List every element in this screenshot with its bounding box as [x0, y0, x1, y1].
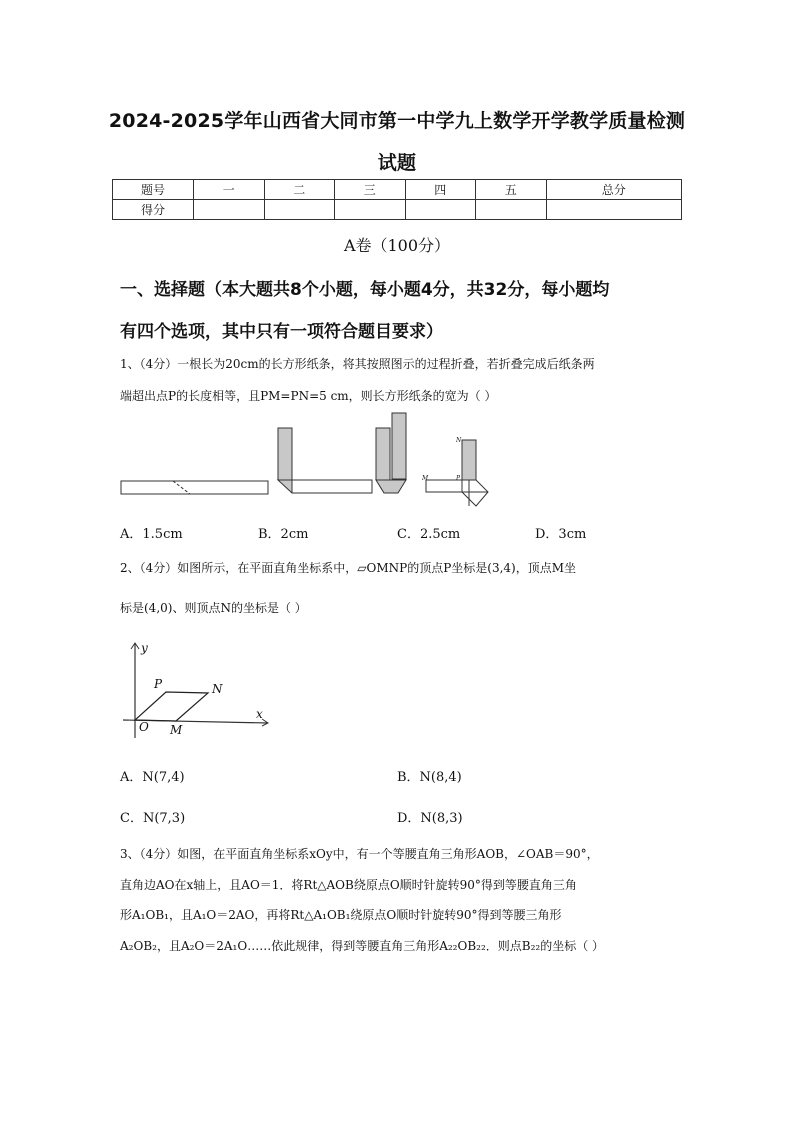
q3-text-line1: 3、（4分）如图，在平面直角坐标系xOy中，有一个等腰直角三角形AOB，∠OAB＝90°， — [120, 847, 599, 861]
q3-text-line2: 直角边AO在x轴上，且AO＝1．将Rt△AOB绕原点O顺时针旋转90°得到等腰直角三角 — [120, 878, 577, 892]
score-table-header-cell: 五 — [476, 180, 547, 200]
folded-strip-end — [376, 428, 390, 480]
q3-text-line4: A₂OB₂，且A₂O＝2A₁O……依此规律，得到等腰直角三角形A₂₂OB₂₂．则点B₂₂的坐标（ ） — [120, 939, 605, 953]
q2-option-c[interactable]: C．N(7,3) — [120, 811, 186, 826]
parallelogram-omnp — [135, 692, 208, 721]
label-p: P — [456, 475, 461, 482]
score-input-cell[interactable] — [194, 200, 265, 220]
axis-label-y: y — [141, 641, 148, 655]
section-heading-line1: 一、选择题（本大题共8个小题，每小题4分，共32分，每小题均 — [120, 280, 610, 300]
score-table-header-row — [113, 180, 682, 200]
document-title-line2: 试题 — [377, 152, 417, 174]
paper-strip — [292, 480, 372, 493]
axis-label-x: x — [256, 707, 263, 721]
folded-strip-end — [278, 428, 292, 480]
folded-strip-end — [392, 413, 406, 479]
score-table-header-cell: 四 — [405, 180, 476, 200]
score-table-header-cell: 三 — [335, 180, 406, 200]
final-vertical-strip — [462, 440, 476, 480]
label-n: N — [212, 682, 223, 696]
paper-strip — [121, 481, 268, 494]
q1-text-line2: 端超出点P的长度相等，且PM=PN=5 cm，则长方形纸条的宽为（ ） — [120, 389, 497, 403]
q1-folding-figure — [118, 410, 508, 514]
score-table-row-label: 得分 — [113, 200, 194, 220]
score-input-cell[interactable] — [335, 200, 406, 220]
label-p: P — [154, 677, 163, 691]
q2-option-b[interactable]: B．N(8,4) — [397, 770, 462, 785]
q2-option-d[interactable]: D．N(8,3) — [397, 811, 463, 826]
q1-option-a[interactable]: A．1.5cm — [120, 527, 183, 542]
score-table-header-cell: 二 — [264, 180, 335, 200]
folded-corner — [376, 480, 406, 493]
score-input-cell[interactable] — [546, 200, 682, 220]
q1-option-c[interactable]: C．2.5cm — [397, 527, 461, 542]
score-input-cell[interactable] — [405, 200, 476, 220]
score-table-score-row — [113, 200, 682, 220]
score-table-header-cell: 一 — [194, 180, 265, 200]
score-table-header-cell: 题号 — [113, 180, 194, 200]
score-input-cell[interactable] — [476, 200, 547, 220]
q2-coordinate-figure — [118, 640, 273, 740]
q1-option-d[interactable]: D．3cm — [535, 527, 587, 542]
document-title-line1: 2024-2025学年山西省大同市第一中学九上数学开学教学质量检测 — [108, 110, 686, 132]
volume-heading: A卷（100分） — [343, 236, 451, 255]
q3-text-line3: 形A₁OB₁，且A₁O＝2AO，再将Rt△A₁OB₁绕原点O顺时针旋转90°得到等腰三角形 — [120, 908, 562, 922]
section-heading-line2: 有四个选项，其中只有一项符合题目要求） — [120, 322, 443, 342]
q2-text-line1: 2、（4分）如图所示，在平面直角坐标系中，▱OMNP的顶点P坐标是(3,4)，顶点M坐 — [120, 561, 577, 575]
label-n: N — [456, 437, 462, 444]
score-input-cell[interactable] — [264, 200, 335, 220]
final-fold-knot — [462, 480, 488, 506]
label-m: M — [170, 723, 183, 737]
q2-text-line2: 标是(4,0)、则顶点N的坐标是（ ） — [120, 601, 307, 615]
label-o: O — [139, 720, 149, 734]
label-m: M — [422, 475, 429, 482]
q2-option-a[interactable]: A．N(7,4) — [120, 770, 185, 785]
q1-option-b[interactable]: B．2cm — [258, 527, 309, 542]
score-table — [112, 179, 682, 220]
score-table-header-cell: 总分 — [546, 180, 682, 200]
q1-text-line1: 1、（4分）一根长为20cm的长方形纸条，将其按照图示的过程折叠，若折叠完成后纸条两 — [120, 357, 595, 371]
